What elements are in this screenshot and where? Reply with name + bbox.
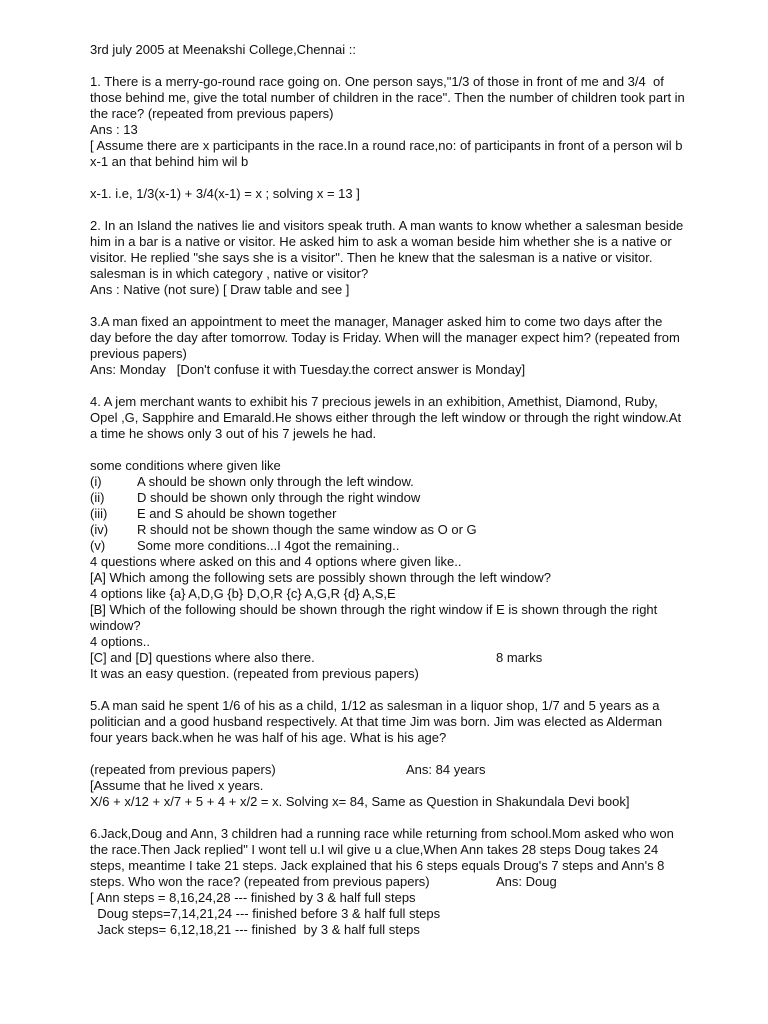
q4-line: window?	[90, 618, 141, 633]
question-2	[90, 218, 730, 298]
q4-line: [B] Which of the following should be shown through the right window if E is shown through the right	[90, 602, 658, 617]
q5-repeated-line	[90, 762, 730, 778]
q2-line: salesman is in which category , native or visitor?	[90, 266, 369, 281]
condition-number: (v)	[90, 538, 106, 553]
q4-line: 4 options..	[90, 634, 150, 649]
document-header: 3rd july 2005 at Meenakshi College,Chennai ::	[90, 42, 356, 57]
q2-line: 2. In an Island the natives lie and visitors speak truth. A man wants to know whether a salesman beside	[90, 218, 684, 233]
q6-last-text: steps. Who won the race? (repeated from previous papers)	[90, 874, 430, 889]
condition-text: A should be shown only through the left window.	[137, 474, 414, 489]
question-5	[90, 698, 730, 810]
q6-steps-line: Jack steps= 6,12,18,21 --- finished by 3 & half full steps	[90, 922, 420, 937]
q1-solution: x-1. i.e, 1/3(x-1) + 3/4(x-1) = x ; solving x = 13 ]	[90, 186, 360, 201]
q4-conditions-intro: some conditions where given like	[90, 458, 281, 473]
q5-answer: Ans: 84 years	[406, 762, 486, 777]
q4-line: Opel ,G, Sapphire and Emarald.He shows either through the left window or through the right window.At	[90, 410, 682, 425]
question-3	[90, 314, 730, 378]
q4-line: 4 questions where asked on this and 4 options where given like..	[90, 554, 462, 569]
condition-text: E and S ahould be shown together	[137, 506, 337, 521]
condition-number: (iii)	[90, 506, 108, 521]
condition-number: (i)	[90, 474, 102, 489]
question-1	[90, 74, 730, 202]
q3-line: day before the day after tomorrow. Today is Friday. When will the manager expect him? (repeated from	[90, 330, 680, 345]
condition-number: (iv)	[90, 522, 109, 537]
q4-line: a time he shows only 3 out of his 7 jewels he had.	[90, 426, 377, 441]
condition-text: Some more conditions...I 4got the remaining..	[137, 538, 400, 553]
q1-line: x-1 an that behind him wil b	[90, 154, 249, 169]
q5-line: 5.A man said he spent 1/6 of his as a child, 1/12 as salesman in a liquor shop, 1/7 and 5 years as a	[90, 698, 660, 713]
q4-marks: 8 marks	[496, 650, 543, 665]
q5-repeated: (repeated from previous papers)	[90, 762, 276, 777]
q6-steps-line: [ Ann steps = 8,16,24,28 --- finished by 3 & half full steps	[90, 890, 416, 905]
q3-line: previous papers)	[90, 346, 187, 361]
question-6	[90, 826, 730, 938]
condition-item	[90, 490, 730, 506]
q1-answer: Ans : 13	[90, 122, 138, 137]
condition-text: D should be shown only through the right window	[137, 490, 421, 505]
q6-last-line	[90, 874, 730, 890]
q4-options: 4 options like {a} A,D,G {b} D,O,R {c} A,G,R {d} A,S,E	[90, 586, 396, 601]
q4-line: [A] Which among the following sets are possibly shown through the left window?	[90, 570, 552, 585]
condition-text: R should not be shown though the same window as O or G	[137, 522, 477, 537]
condition-item	[90, 506, 730, 522]
question-4	[90, 394, 730, 682]
document-page	[90, 42, 730, 938]
condition-number: (ii)	[90, 490, 105, 505]
q2-answer: Ans : Native (not sure) [ Draw table and see ]	[90, 282, 350, 297]
q6-line: steps, meantime I take 21 steps. Jack explained that his 6 steps equals Droug's 7 steps and Ann's 8	[90, 858, 665, 873]
condition-item	[90, 474, 730, 490]
q5-assume: [Assume that he lived x years.	[90, 778, 264, 793]
q4-cd-line	[90, 650, 730, 666]
q4-cd-text: [C] and [D] questions where also there.	[90, 650, 315, 665]
q1-line: the race? (repeated from previous papers)	[90, 106, 334, 121]
q5-line: four years back.when he was half of his age. What is his age?	[90, 730, 447, 745]
q2-line: him in a bar is a native or visitor. He asked him to ask a woman beside him whether she is a native or	[90, 234, 672, 249]
q5-line: politician and a good husband respectively. At that time Jim was born. Jim was elected as Alderman	[90, 714, 663, 729]
q6-answer: Ans: Doug	[496, 874, 557, 889]
q2-line: visitor. He replied "she says she is a visitor". Then he knew that the salesman is a native or visitor.	[90, 250, 653, 265]
q3-line: 3.A man fixed an appointment to meet the manager, Manager asked him to come two days after the	[90, 314, 663, 329]
q5-solution: X/6 + x/12 + x/7 + 5 + 4 + x/2 = x. Solving x= 84, Same as Question in Shakundala Devi book]	[90, 794, 630, 809]
q1-line: 1. There is a merry-go-round race going on. One person says,"1/3 of those in front of me and 3/4 of	[90, 74, 664, 89]
q4-easy-note: It was an easy question. (repeated from previous papers)	[90, 666, 419, 681]
q3-answer: Ans: Monday [Don't confuse it with Tuesday.the correct answer is Monday]	[90, 362, 526, 377]
condition-item	[90, 522, 730, 538]
q1-line: [ Assume there are x participants in the race.In a round race,no: of participants in front of a person wil b	[90, 138, 683, 153]
q6-line: 6.Jack,Doug and Ann, 3 children had a running race while returning from school.Mom asked who won	[90, 826, 674, 841]
q4-line: 4. A jem merchant wants to exhibit his 7 precious jewels in an exhibition, Amethist, Diamond, Ruby,	[90, 394, 658, 409]
q6-steps-line: Doug steps=7,14,21,24 --- finished before 3 & half full steps	[90, 906, 441, 921]
condition-item	[90, 538, 730, 554]
q1-line: those behind me, give the total number of children in the race". Then the number of children took part in	[90, 90, 685, 105]
q6-line: the race.Then Jack replied" I wont tell u.I wil give u a clue,When Ann takes 28 steps Doug takes 24	[90, 842, 659, 857]
